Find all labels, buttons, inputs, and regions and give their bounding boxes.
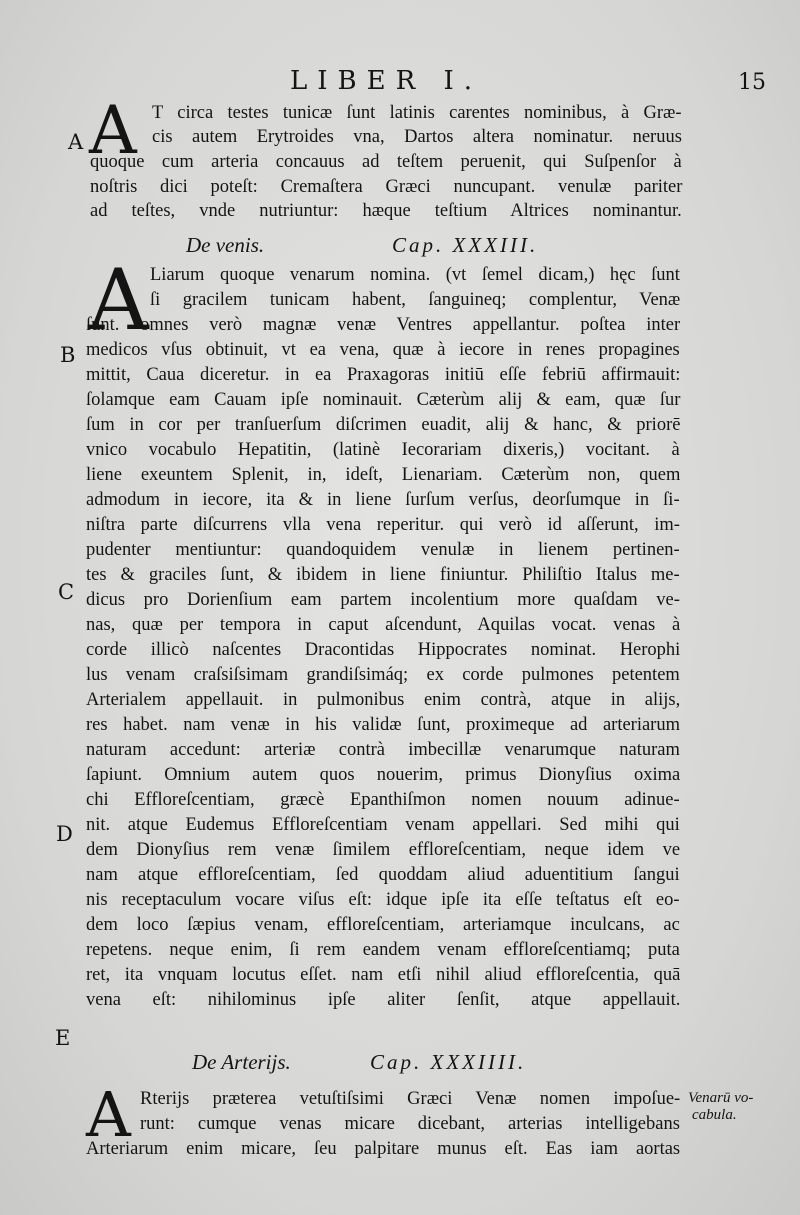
text-line: T circa testes tunicæ ſunt latinis carentes nominibus, à Græ- bbox=[152, 103, 682, 123]
text-line: noſtris dici poteſt: Cremaſtera Græci nuncupant. venulæ pariter bbox=[90, 177, 683, 197]
text-line: cis autem Erytroides vna, Dartos altera nominatur. neruus bbox=[152, 127, 682, 147]
text-line: tes & graciles ſunt, & ibidem in liene finiuntur. Philiſtio Italus me- bbox=[86, 565, 680, 585]
text-line: nit. atque Eudemus Effloreſcentiam venam appellari. Sed mihi qui bbox=[86, 815, 680, 835]
chapter-heading-number: Cap. XXXIII. bbox=[392, 233, 539, 257]
chapter-heading-title: De venis. bbox=[186, 233, 265, 257]
text-line: Arteriarum enim micare, ſeu palpitare munus eſt. Eas iam aortas bbox=[86, 1139, 681, 1159]
margin-letter-c: C bbox=[58, 580, 75, 604]
text-line: vnico vocabulo Hepatitin, (latinè Iecorariam dixeris,) vocitant. à bbox=[86, 440, 680, 460]
drop-cap: A bbox=[86, 1078, 131, 1151]
text-line: ſolamque eam Cauam ipſe nominauit. Cæterùm alij & eam, quæ ſur bbox=[86, 390, 681, 410]
text-line: res habet. nam venæ in his validæ ſunt, proximeque ad arteriarum bbox=[86, 715, 680, 735]
text-line: corde illicò naſcentes Dracontidas Hippocrates nominat. Herophi bbox=[86, 640, 681, 660]
text-line: dem loco ſæpius venam, effloreſcentiam, arteriamque inculcans, ac bbox=[86, 915, 680, 935]
text-line: naturam accedunt: arteriæ contrà imbecillæ venarumque naturam bbox=[86, 740, 680, 760]
margin-letter-e: E bbox=[55, 1026, 71, 1050]
text-line: Liarum quoque venarum nomina. (vt ſemel dicam,) hęc ſunt bbox=[150, 265, 680, 285]
chapter-heading-title: De Arterijs. bbox=[192, 1050, 291, 1074]
page-number: 15 bbox=[738, 70, 766, 95]
text-line: runt: cumque venas micare dicebant, arterias intelligebans bbox=[140, 1114, 680, 1134]
text-line: ſapiunt. Omnium autem quos nouerim, primus Dionyſius oxima bbox=[86, 765, 681, 785]
chapter-heading-number: Cap. XXXIIII. bbox=[370, 1050, 527, 1074]
text-line: ſum in cor per tranſuerſum diſcrimen euadit, alij & hanc, & priorē bbox=[86, 415, 681, 435]
text-line: liene exeuntem Splenit, in, ideſt, Lienariam. Cæterùm non, quem bbox=[86, 465, 681, 485]
text-line: repetens. neque enim, ſi rem eandem venam effloreſcentiamq; puta bbox=[86, 940, 680, 960]
text-line: vena eſt: nihilominus ipſe aliter ſenſit, atque appellauit. bbox=[86, 990, 681, 1010]
text-line: admodum in iecore, ita & in liene ſurſum verſus, deorſumque in ſi- bbox=[86, 490, 680, 510]
text-line: mittit, Caua diceretur. in ea Praxagoras initiū eſſe febriū affirmauit: bbox=[86, 365, 681, 385]
text-line: nam atque effloreſcentiam, ſed quoddam aliud aduentitium ſangui bbox=[86, 865, 680, 885]
text-line: Arterialem appellauit. in pulmonibus enim contrà, atque in alijs, bbox=[86, 690, 681, 710]
text-line: quoque cum arteria concauus ad teſtem peruenit, qui Suſpenſor à bbox=[90, 152, 682, 172]
text-line: ret, ita vnquam locutus eſſet. nam etſi nihil aliud effloreſcentia, quā bbox=[86, 965, 681, 985]
margin-letter-b: B bbox=[60, 343, 76, 367]
text-line: lus venam craſsiſsimam grandiſsimáq; ex corde pulmones petentem bbox=[86, 665, 680, 685]
text-line: pudenter mentiuntur: quandoquidem venulæ in lienem pertinen- bbox=[86, 540, 680, 560]
text-line: ad teſtes, vnde nutriuntur: hæque teſtium Altrices nominantur. bbox=[90, 201, 682, 221]
text-line: dem Dionyſius rem venæ ſimilem effloreſcentiam, neque idem ve bbox=[86, 840, 681, 860]
text-line: medicos vſus obtinuit, vt ea vena, quæ à iecore in renes propagines bbox=[86, 340, 680, 360]
running-head: LIBER I. bbox=[290, 66, 482, 96]
text-line: nis receptaculum vocare viſus eſt: idque ipſe ita eſſe teſtatus eſt eo- bbox=[86, 890, 680, 910]
text-line: ſi gracilem tunicam habent, ſanguineq; complentur, Venæ bbox=[150, 290, 681, 310]
margin-note-line: Venarū vo- bbox=[688, 1090, 754, 1106]
margin-note-line: cabula. bbox=[692, 1106, 737, 1123]
text-line: Rterijs præterea vetuſtiſsimi Græci Venæ nomen impoſue- bbox=[140, 1089, 681, 1109]
text-line: nas, quæ per tempora in caput aſcendunt, Aquilas vocat. venas à bbox=[86, 615, 681, 635]
text-line: ſunt. omnes verò magnæ venæ Ventres appellantur. poſtea inter bbox=[86, 315, 681, 335]
margin-note bbox=[688, 1090, 753, 1123]
margin-letter-a: A bbox=[68, 130, 84, 154]
margin-letter-d: D bbox=[56, 822, 73, 846]
drop-cap: A bbox=[88, 251, 149, 349]
drop-cap: A bbox=[89, 92, 137, 169]
text-line: dicus pro Dorienſium eam partem incolentium more quaſdam ve- bbox=[86, 590, 680, 610]
text-line: chi Effloreſcentiam, græcè Epanthiſmon nomen nouum adinue- bbox=[86, 790, 680, 810]
text-line: niſtra parte diſcurrens vlla vena reperitur. qui verò id aſſerunt, im- bbox=[86, 515, 680, 535]
